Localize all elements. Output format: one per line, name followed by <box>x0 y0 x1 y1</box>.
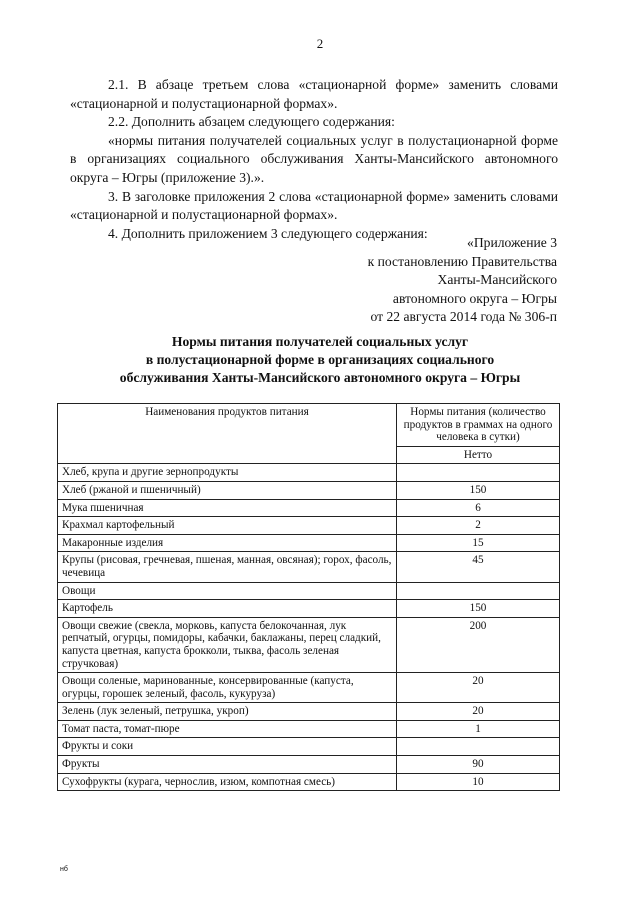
product-name: Томат паста, томат-пюре <box>58 720 397 738</box>
product-name: Хлеб (ржаной и пшеничный) <box>58 481 397 499</box>
product-norm: 2 <box>397 517 560 535</box>
product-name: Мука пшеничная <box>58 499 397 517</box>
product-norm: 20 <box>397 673 560 703</box>
product-name: Овощи соленые, маринованные, консервированные (капуста, огурцы, горошек зеленый, фасоль, кукуруза) <box>58 673 397 703</box>
paragraph-3: 3. В заголовке приложения 2 слова «стационарной форме» заменить словами «стационарной и полустационарной формах». <box>70 188 558 223</box>
header-netto: Нетто <box>397 446 560 464</box>
document-title <box>60 333 580 387</box>
page-number: 2 <box>316 36 324 51</box>
appendix-line-4: автономного округа – Югры <box>392 290 557 306</box>
table-row <box>58 517 560 535</box>
table-row <box>58 673 560 703</box>
body-text <box>70 76 558 243</box>
table-row <box>58 534 560 552</box>
product-norm: 200 <box>397 617 560 672</box>
table-row <box>58 617 560 672</box>
appendix-reference <box>300 234 557 327</box>
product-name: Зелень (лук зеленый, петрушка, укроп) <box>58 703 397 721</box>
table-row <box>58 552 560 582</box>
product-name: Крахмал картофельный <box>58 517 397 535</box>
product-norm: 6 <box>397 499 560 517</box>
table-row <box>58 582 560 600</box>
appendix-line-2: к постановлению Правительства <box>367 253 557 269</box>
header-product-name: Наименования продуктов питания <box>58 404 397 464</box>
product-name: Сухофрукты (курага, чернослив, изюм, компотная смесь) <box>58 773 397 791</box>
table-row <box>58 703 560 721</box>
appendix-line-5: от 22 августа 2014 года № 306-п <box>370 309 557 325</box>
product-norm: 15 <box>397 534 560 552</box>
table-row <box>58 773 560 791</box>
product-name: Фрукты <box>58 756 397 774</box>
title-line-1: Нормы питания получателей социальных услуг <box>171 334 469 349</box>
product-name: Овощи <box>58 582 397 600</box>
table-row <box>58 464 560 482</box>
product-norm <box>397 464 560 482</box>
table-row <box>58 756 560 774</box>
paragraph-quote: «нормы питания получателей социальных услуг в полустационарной форме в организациях социального обслуживания Ханты-Мансийского автономного округа – Югры (приложение 3).». <box>70 132 558 185</box>
table-row <box>58 499 560 517</box>
nutrition-norms-table <box>57 403 560 791</box>
product-norm: 150 <box>397 481 560 499</box>
product-name: Хлеб, крупа и другие зернопродукты <box>58 464 397 482</box>
paragraph-4: 4. Дополнить приложением 3 следующего содержания: <box>108 225 428 241</box>
table-row <box>58 600 560 618</box>
table-row <box>58 738 560 756</box>
product-norm: 10 <box>397 773 560 791</box>
header-norm: Нормы питания (количество продуктов в граммах на одного человека в сутки) <box>397 404 560 447</box>
appendix-line-3: Ханты-Мансийского <box>437 272 557 288</box>
product-name: Крупы (рисовая, гречневая, пшеная, манная, овсяная); горох, фасоль, чечевица <box>58 552 397 582</box>
product-norm: 45 <box>397 552 560 582</box>
title-line-2: в полустационарной форме в организациях социального <box>145 352 495 367</box>
product-norm: 150 <box>397 600 560 618</box>
product-norm: 90 <box>397 756 560 774</box>
table-header-row <box>58 404 560 447</box>
product-name: Макаронные изделия <box>58 534 397 552</box>
product-norm: 1 <box>397 720 560 738</box>
title-line-3: обслуживания Ханты-Мансийского автономного округа – Югры <box>119 370 521 385</box>
footer-mark: нб <box>60 866 68 873</box>
product-name: Картофель <box>58 600 397 618</box>
table-row <box>58 481 560 499</box>
paragraph-2-2: 2.2. Дополнить абзацем следующего содержания: <box>108 114 395 130</box>
product-norm: 20 <box>397 703 560 721</box>
product-norm <box>397 738 560 756</box>
table-row <box>58 720 560 738</box>
product-name: Овощи свежие (свекла, морковь, капуста белокочанная, лук репчатый, огурцы, помидоры, кабачки, баклажаны, перец сладкий, капуста цветная, капуста брокколи, тыква, фасоль зеленая стручковая) <box>58 617 397 672</box>
product-norm <box>397 582 560 600</box>
appendix-line-1: «Приложение 3 <box>467 235 557 250</box>
product-name: Фрукты и соки <box>58 738 397 756</box>
paragraph-2-1: 2.1. В абзаце третьем слова «стационарной форме» заменить словами «стационарной и полустационарной формах». <box>70 77 558 111</box>
